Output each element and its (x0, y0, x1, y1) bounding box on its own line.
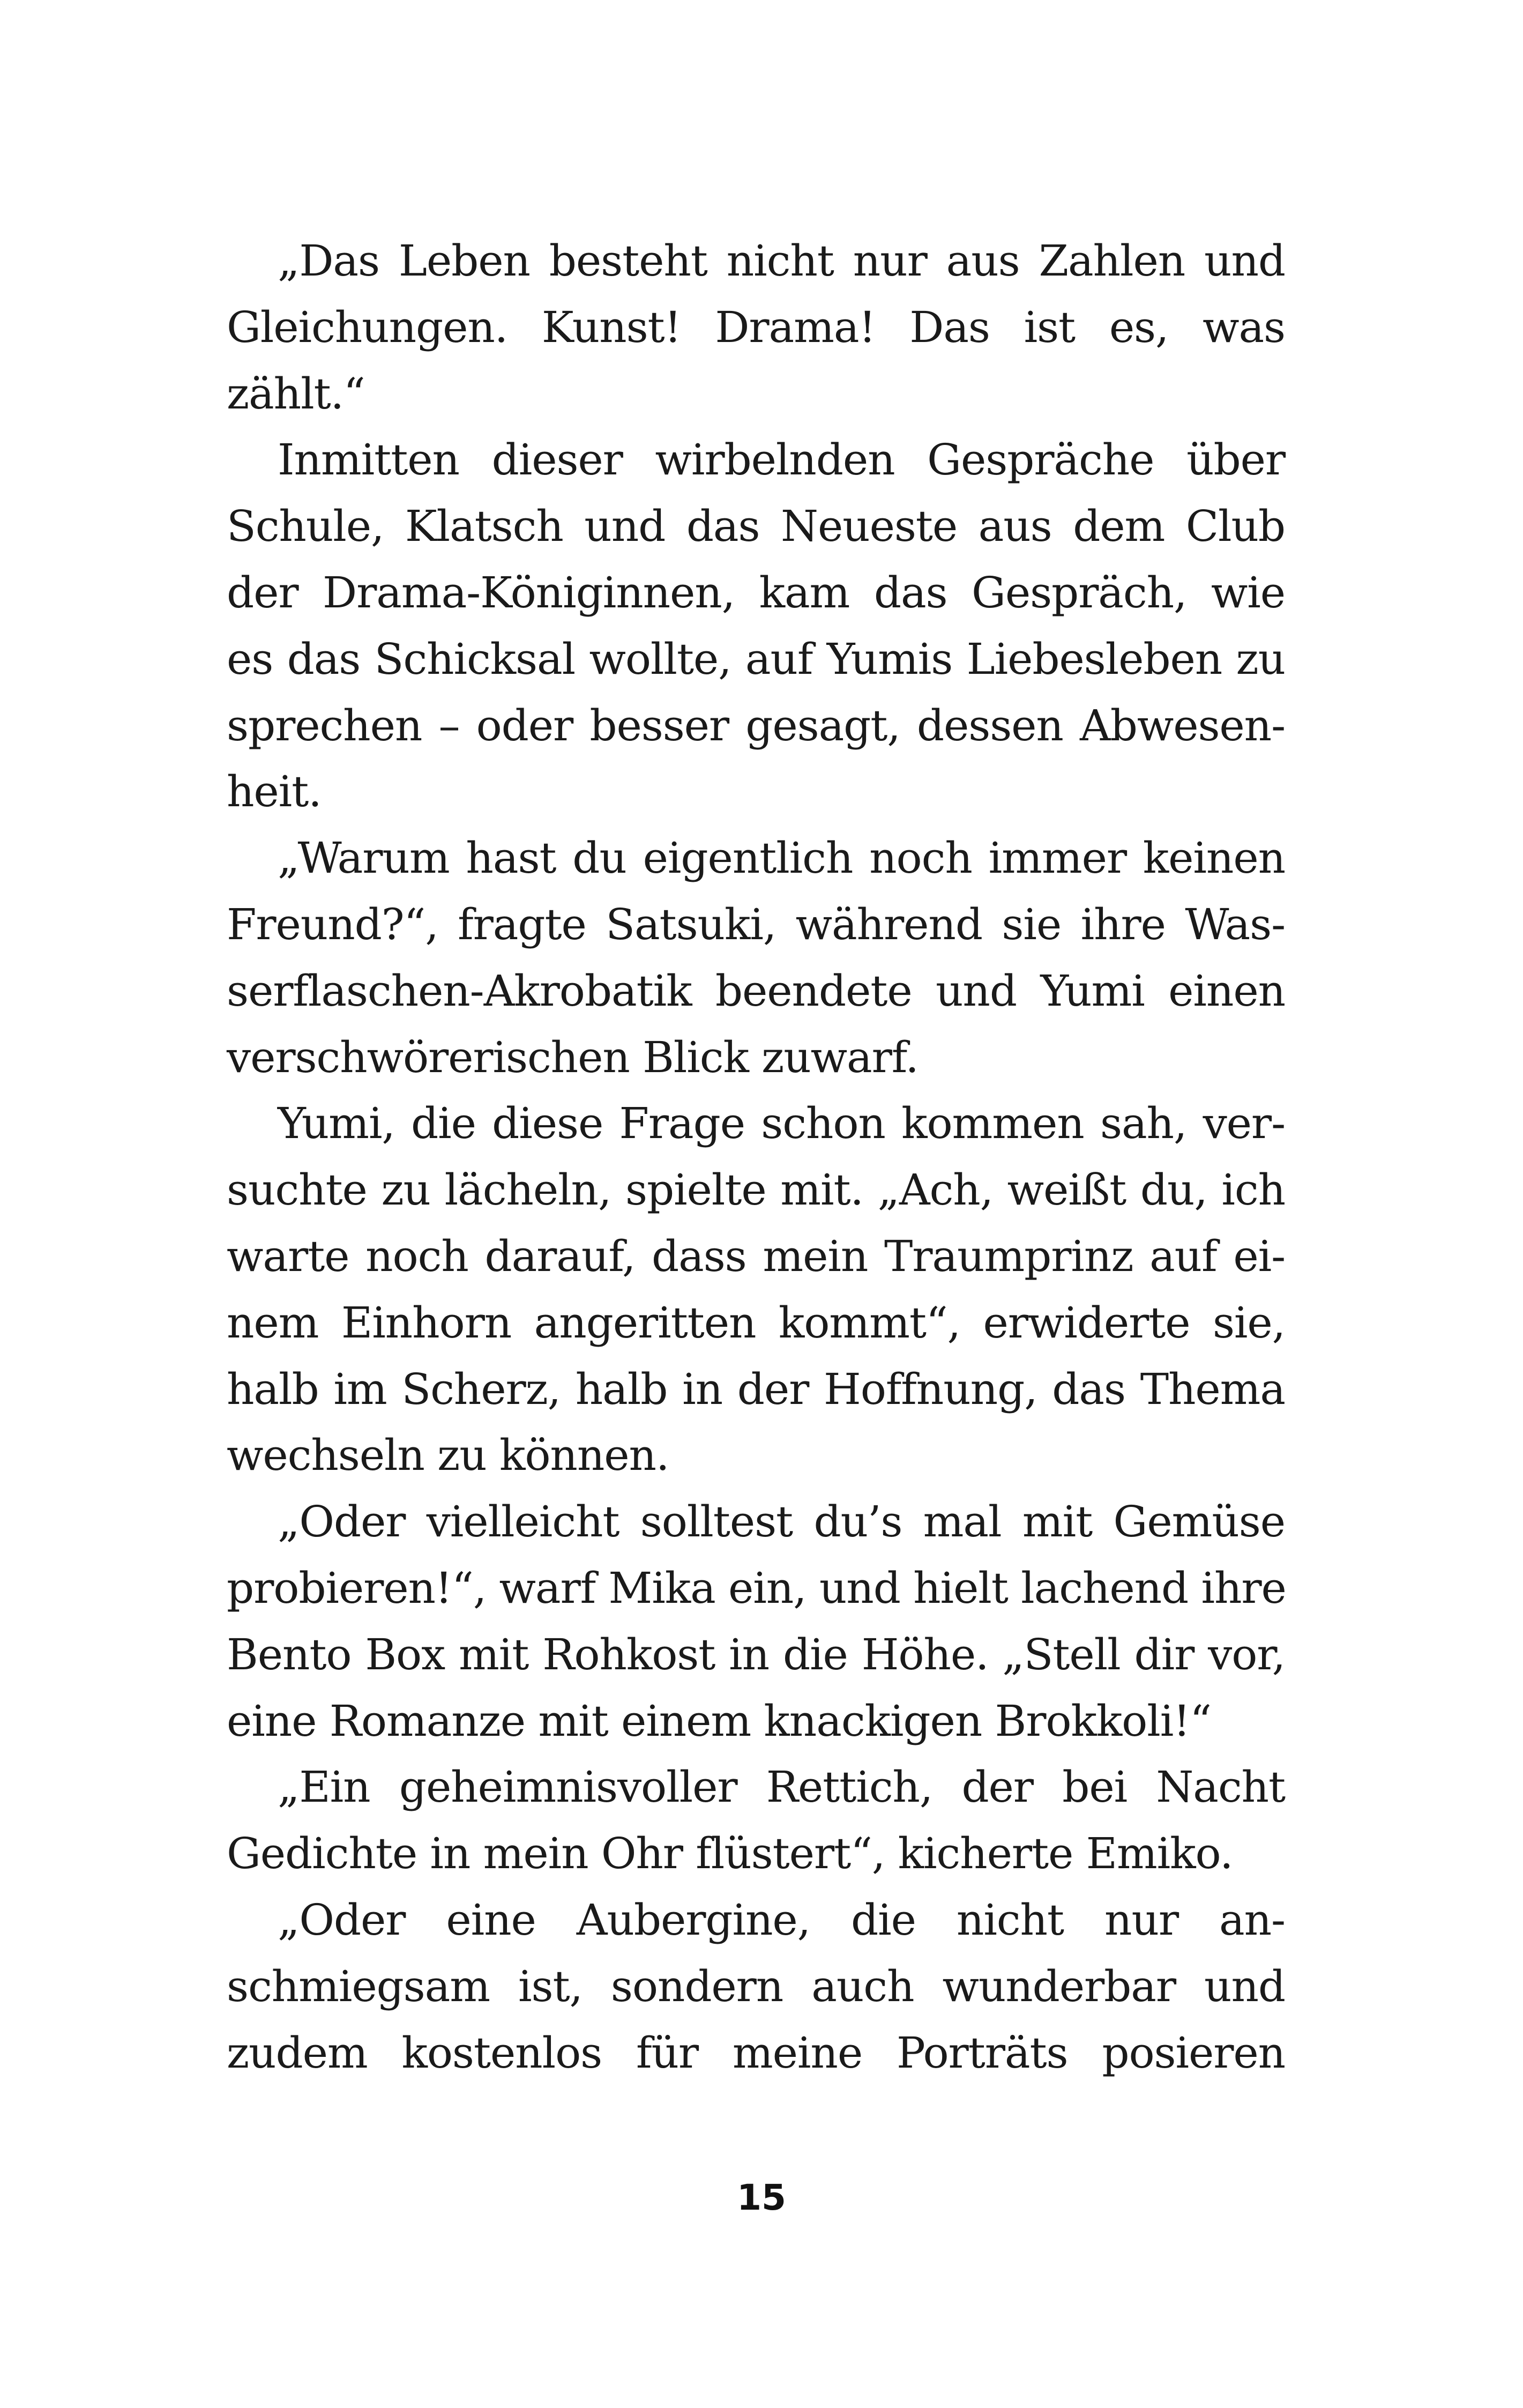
text-line: „Ein geheimnisvoller Rettich, der bei Nacht (278, 1762, 1285, 1812)
text-line: Gedichte in mein Ohr flüstert“, kicherte Emiko. (227, 1829, 1233, 1879)
text-line: wechseln zu können. (227, 1430, 669, 1481)
text-line: „Oder eine Aubergine, die nicht nur an- (278, 1894, 1285, 1945)
text-line: zählt.“ (227, 368, 365, 419)
text-line: probieren!“, warf Mika ein, und hielt lachend ihre (227, 1563, 1286, 1613)
text-line: halb im Scherz, halb in der Hoffnung, das Thema (227, 1364, 1285, 1414)
text-line: Gleichungen. Kunst! Drama! Das ist es, was (227, 302, 1285, 352)
text-line: „Warum hast du eigentlich noch immer keinen (278, 833, 1285, 883)
text-line: Bento Box mit Rohkost in die Höhe. „Stell dir vor, (227, 1629, 1285, 1679)
text-line: eine Romanze mit einem knackigen Brokkoli!“ (227, 1696, 1212, 1746)
text-line: sprechen – oder besser gesagt, dessen Abwesen- (227, 700, 1285, 750)
text-line: „Oder vielleicht solltest du’s mal mit Gemüse (278, 1497, 1285, 1547)
text-line: Schule, Klatsch und das Neueste aus dem Club (227, 501, 1285, 552)
text-line: heit. (227, 767, 322, 817)
text-line: serflaschen-Akrobatik beendete und Yumi einen (227, 965, 1285, 1016)
text-line: Inmitten dieser wirbelnden Gespräche über (278, 435, 1285, 485)
text-line: der Drama-Königinnen, kam das Gespräch, wie (227, 567, 1285, 618)
text-line: schmiegsam ist, sondern auch wunderbar und (227, 1961, 1285, 2011)
text-line: zudem kostenlos für meine Porträts posieren (227, 2027, 1285, 2078)
body-text (227, 228, 1285, 2086)
text-line: Yumi, die diese Frage schon kommen sah, ver- (278, 1098, 1285, 1149)
text-line: nem Einhorn angeritten kommt“, erwiderte sie, (227, 1297, 1285, 1348)
text-line: warte noch darauf, dass mein Traumprinz auf ei- (227, 1231, 1285, 1281)
text-line: es das Schicksal wollte, auf Yumis Liebesleben zu (227, 634, 1285, 684)
page-number: 15 (737, 2177, 786, 2218)
text-line: „Das Leben besteht nicht nur aus Zahlen und (278, 236, 1285, 286)
text-line: verschwörerischen Blick zuwarf. (227, 1032, 919, 1082)
text-line: Freund?“, fragte Satsuki, während sie ihre Was- (227, 899, 1285, 949)
text-line: suchte zu lächeln, spielte mit. „Ach, weißt du, ich (227, 1165, 1285, 1215)
